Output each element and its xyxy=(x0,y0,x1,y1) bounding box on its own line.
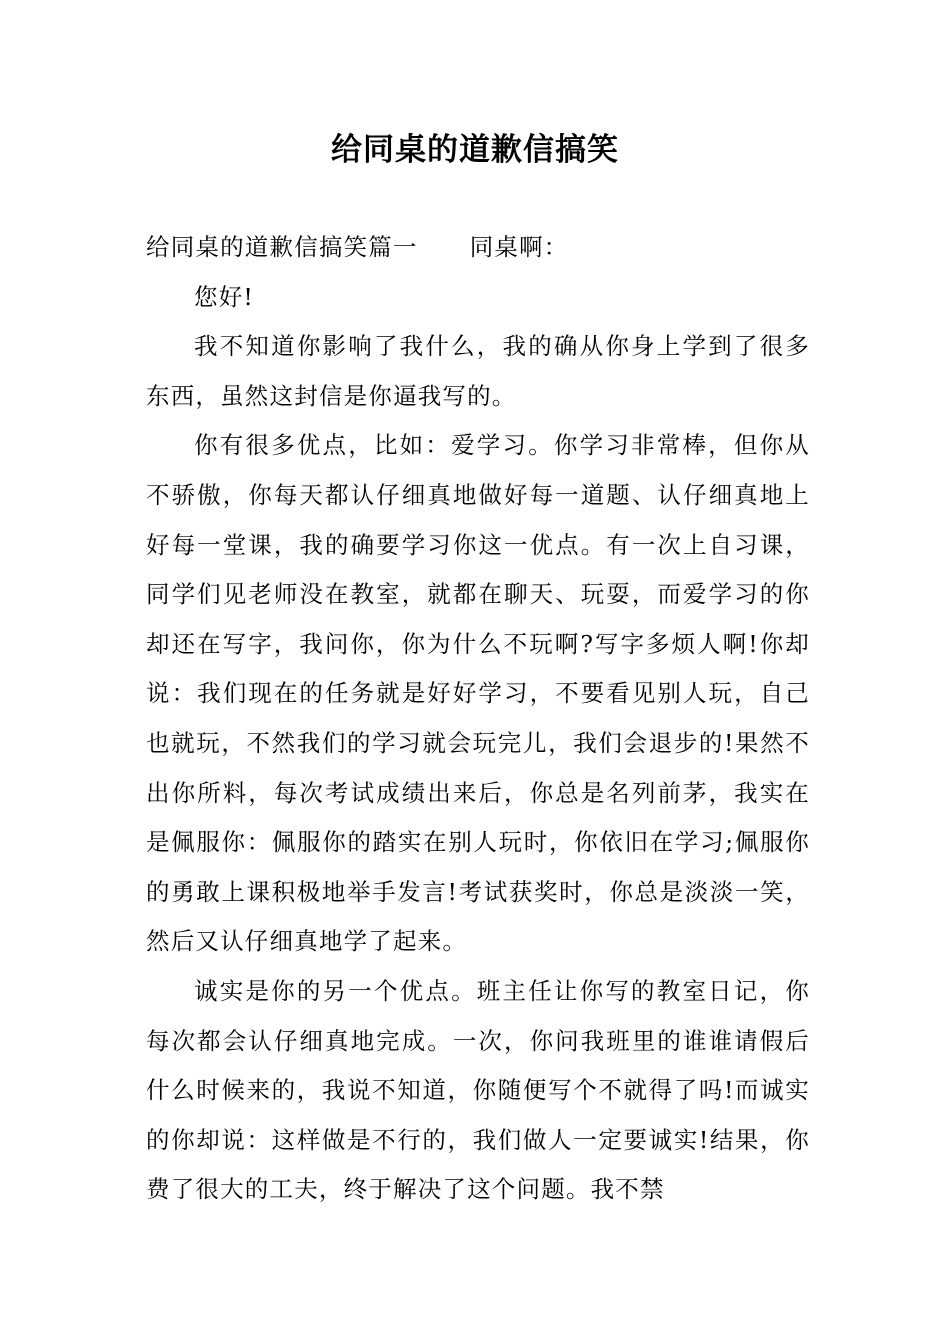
paragraph: 诚实是你的另一个优点。班主任让你写的教室日记，你每次都会认仔细真地完成。一次，你问我班里的谁谁请假后什么时候来的，我说不知道，你随便写个不就得了吗!而诚实的你却说：这样做是不行的，我们做人一定要诚实!结果，你费了很大的工夫，终于解决了这个问题。我不禁 xyxy=(146,976,810,1204)
paragraph: 你有很多优点，比如：爱学习。你学习非常棒，但你从不骄傲，你每天都认仔细真地做好每一道题、认仔细真地上好每一堂课，我的确要学习你这一优点。有一次上自习课，同学们见老师没在教室，就都在聊天、玩耍，而爱学习的你却还在写字，我问你，你为什么不玩啊?写字多烦人啊!你却说：我们现在的任务就是好好学习，不要看见别人玩，自己也就玩，不然我们的学习就会玩完儿，我们会退步的!果然不出你所料，每次考试成绩出来后，你总是名列前茅，我实在是佩服你：佩服你的踏实在别人玩时，你依旧在学习;佩服你的勇敢上课积极地举手发言!考试获奖时，你总是淡淡一笑，然后又认仔细真地学了起来。 xyxy=(146,431,810,956)
paragraph: 您好! xyxy=(194,282,255,311)
salutation: 同桌啊： xyxy=(469,233,569,261)
section-heading: 给同桌的道歉信搞笑篇一 xyxy=(146,233,418,261)
document-body xyxy=(146,223,810,1215)
paragraph: 我不知道你影响了我什么，我的确从你身上学到了很多东西，虽然这封信是你逼我写的。 xyxy=(146,332,810,410)
section-heading-line xyxy=(146,223,810,273)
document-title: 给同桌的道歉信搞笑 xyxy=(331,132,619,168)
